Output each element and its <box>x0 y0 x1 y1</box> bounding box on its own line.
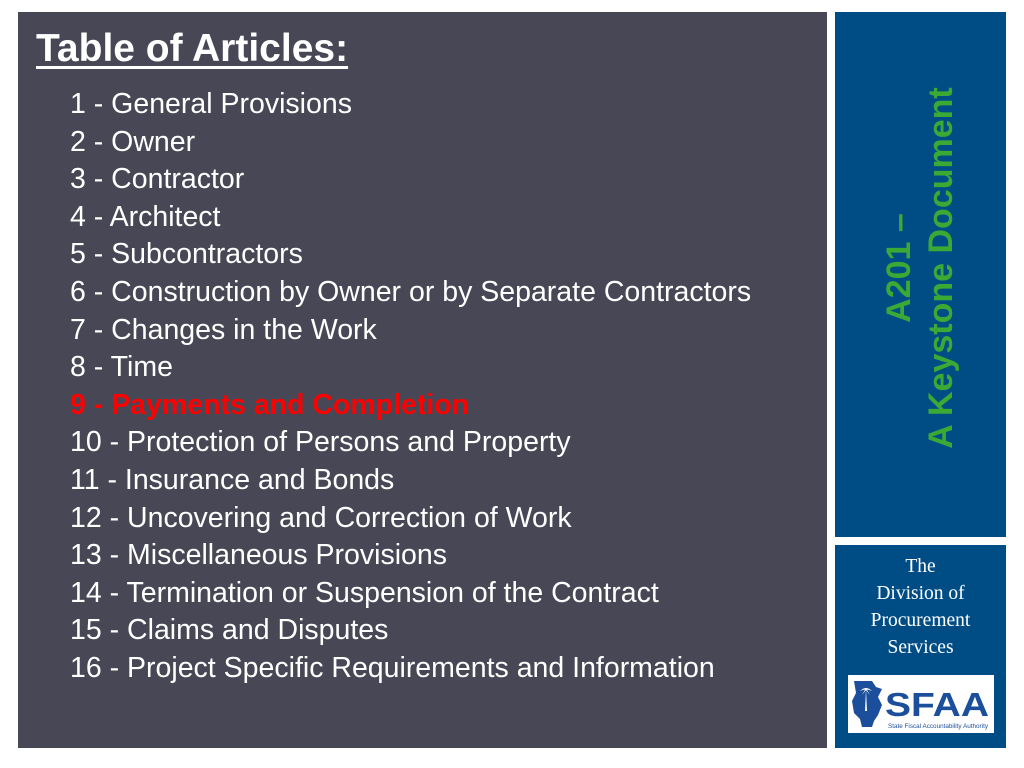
article-item: 1 - General Provisions <box>70 88 352 120</box>
article-item: 3 - Contractor <box>70 163 245 196</box>
division-line: Procurement <box>870 610 971 631</box>
article-item: 16 - Project Specific Requirements and Information <box>70 651 715 684</box>
vertical-title-line2: A Keystone Document <box>922 87 960 449</box>
vertical-title-line1: A201 – <box>880 213 918 323</box>
sidebar-title-panel <box>835 12 1006 537</box>
article-item: 13 - Miscellaneous Provisions <box>70 539 447 572</box>
vertical-title <box>878 87 962 448</box>
article-item: 4 - Architect <box>70 200 221 233</box>
article-item: 12 - Uncovering and Correction of Work <box>70 501 572 534</box>
main-panel <box>18 12 827 748</box>
division-line: The <box>905 556 936 577</box>
article-item: 8 - Time <box>70 351 173 384</box>
article-item: 15 - Claims and Disputes <box>70 614 389 647</box>
division-line: Services <box>887 637 954 658</box>
logo-subtext: State Fiscal Accountability Authority <box>888 724 988 730</box>
article-item: 10 - Protection of Persons and Property <box>70 426 571 459</box>
sfaa-logo <box>848 675 994 733</box>
article-item: 5 - Subcontractors <box>70 238 303 271</box>
article-item: 14 - Termination or Suspension of the Contract <box>70 576 659 609</box>
article-item: 11 - Insurance and Bonds <box>70 463 395 496</box>
article-item: 6 - Construction by Owner or by Separate Contractors <box>70 275 752 308</box>
division-text <box>835 553 1006 661</box>
article-item-highlighted: 9 - Payments and Completion <box>70 388 470 421</box>
article-list <box>70 86 751 688</box>
palmetto-icon <box>852 681 882 727</box>
article-item: 7 - Changes in the Work <box>70 313 377 346</box>
sidebar-division-panel <box>835 545 1006 748</box>
division-line: Division of <box>876 583 965 604</box>
page-title: Table of Articles: <box>36 27 349 70</box>
logo-wordmark: SFAA <box>885 686 989 723</box>
article-item: 2 - Owner <box>70 125 196 158</box>
sfaa-logo-graphic <box>848 675 994 733</box>
